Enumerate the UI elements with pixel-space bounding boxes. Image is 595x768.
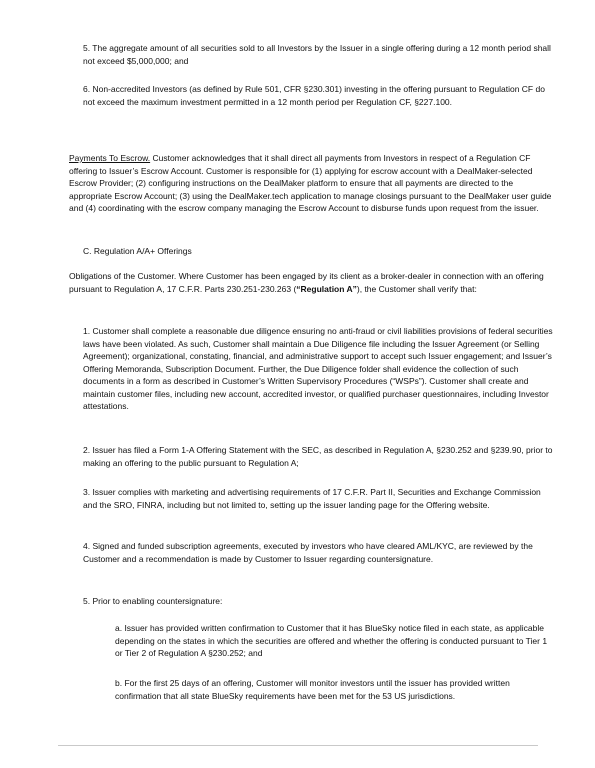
reg-a-item-5: 5. Prior to enabling countersignature: bbox=[83, 596, 223, 606]
reg-a-item-4: 4. Signed and funded subscription agreements, executed by investors who have cleared AML/KYC, are reviewed by the Customer and a recommendation is made by Customer to Issuer regarding countersignature. bbox=[83, 541, 533, 564]
footer-divider bbox=[58, 745, 538, 746]
obligations-paragraph bbox=[69, 270, 555, 295]
escrow-heading: Payments To Escrow. bbox=[69, 153, 151, 163]
escrow-paragraph bbox=[69, 152, 555, 215]
obligations-tail: ), the Customer shall verify that: bbox=[356, 283, 477, 294]
item-5: 5. The aggregate amount of all securities sold to all Investors by the Issuer in a single offering during a 12 month period shall not exceed $5,000,000; and bbox=[83, 43, 551, 66]
sub-item-a: a. Issuer has provided written confirmation to Customer that it has BlueSky notice filed in each state, as applicable depending on the states in which the securities are offered and whether the offering is conducted pursuant to Tier 1 or Tier 2 of Regulation A §230.252; and bbox=[115, 623, 548, 658]
sub-item-b: b. For the first 25 days of an offering, Customer will monitor investors until the issuer has provided written confirmation that all state BlueSky requirements have been met for the 53 US jurisdictions. bbox=[115, 678, 510, 701]
reg-a-item-3: 3. Issuer complies with marketing and advertising requirements of 17 C.F.R. Part II, Securities and Exchange Commission and the SRO, FINRA, including but not limited to, setting up the issuer landing page for the Offering website. bbox=[83, 487, 541, 510]
obligations-defined-term: “Regulation A” bbox=[296, 283, 357, 294]
reg-a-item-1: 1. Customer shall complete a reasonable due diligence ensuring no anti-fraud or civil liabilities provisions of federal securities laws have been violated. As such, Customer shall maintain a Due Diligence file including the Issuer Agreement (or Selling Agreement); organizational, constating, financial, and administrative support to accept such Issuer engagement; and Issuer’s Offering Memoranda, Subscription Document. Further, the Due Diligence folder shall evidence the collection of such documents in a form as described in Customer’s Written Supervisory Procedures (“WSPs”). Customer shall create and maintain customer files, including new account, accredited investor, or qualified purchaser questionnaires, including Investor attestations. bbox=[83, 326, 553, 411]
obligations-lead: Obligations of the Customer. Where Customer has been engaged by its client as a broker-dealer in connection with an offering pursuant to Regulation A, 17 C.F.R. Parts 230.251-230.263 ( bbox=[69, 271, 544, 294]
reg-a-item-2: 2. Issuer has filed a Form 1-A Offering Statement with the SEC, as described in Regulation A, §230.252 and §239.90, prior to making an offering to the public pursuant to Regulation A; bbox=[83, 445, 553, 468]
section-c-title: C. Regulation A/A+ Offerings bbox=[83, 246, 192, 256]
item-6: 6. Non-accredited Investors (as defined by Rule 501, CFR §230.301) investing in the offering pursuant to Regulation CF do not exceed the maximum investment permitted in a 12 month period per Regulation CF, §227.100. bbox=[83, 84, 545, 107]
escrow-body: Customer acknowledges that it shall direct all payments from Investors in respect of a Regulation CF offering to Issuer’s Escrow Account. Customer is responsible for (1) applying for escrow account with a DealMaker-selected Escrow Provider; (2) configuring instructions on the DealMaker platform to ensure that all payments are directed to the appropriate Escrow Account; (3) using the DealMaker.tech application to manage closings pursuant to the DealMaker user guide and (4) coordinating with the escrow company managing the Escrow Account to disburse funds upon request from the issuer. bbox=[69, 153, 552, 213]
